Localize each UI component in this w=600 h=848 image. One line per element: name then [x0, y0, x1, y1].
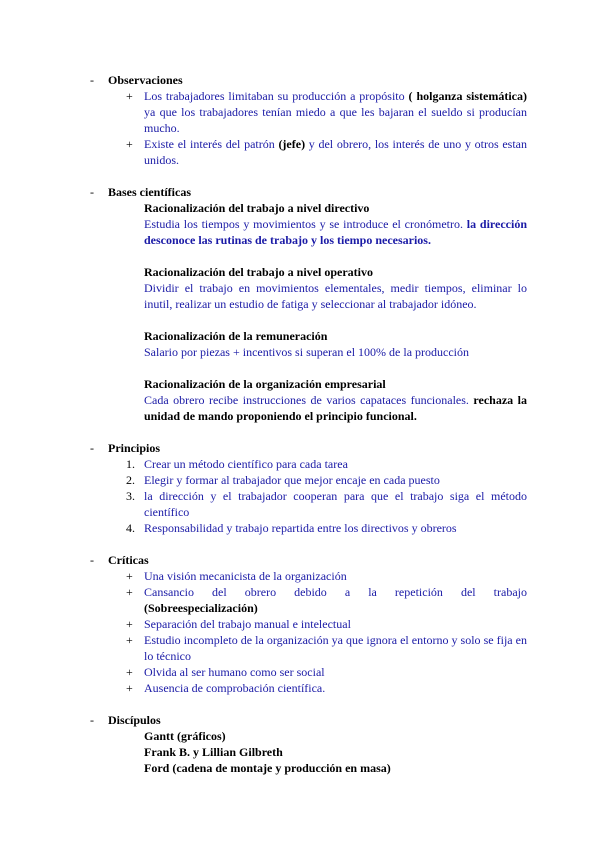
section-title: Observaciones: [108, 73, 183, 87]
bases-block: Racionalización de la organización empresarial Cada obrero recibe instrucciones de varios capataces funcionales. rechaza la unidad de mando proponiendo el principio funcional.: [0, 376, 600, 424]
block-heading: Racionalización del trabajo a nivel directivo: [144, 201, 370, 215]
list-item: + Separación del trabajo manual e intelectual: [126, 617, 351, 631]
number-marker: 4.: [126, 521, 135, 535]
bases-block: Racionalización del trabajo a nivel directivo Estudia los tiempos y movimientos y se introduce el cronómetro. la dirección desconoce las rutinas de trabajo y los tiempo necesarios.: [0, 200, 600, 248]
section-dash: -: [90, 713, 94, 727]
list-item: + Estudio incompleto de la organización ya que ignora el entorno y solo se fija en lo técnico: [126, 633, 527, 663]
section-title: Críticas: [108, 553, 149, 567]
disciple-name: Gantt (gráficos): [144, 729, 226, 743]
list-item: + Olvida al ser humano como ser social: [126, 665, 325, 679]
list-item: 3. la dirección y el trabajador cooperan para que el trabajo siga el método científico: [126, 489, 527, 519]
list-item: + Los trabajadores limitaban su producción a propósito ( holganza sistemática) ya que los trabajadores tenían miedo a que les bajaran el sueldo si producían mucho.: [126, 89, 527, 135]
section-criticas: [0, 552, 600, 696]
section-dash: -: [90, 553, 94, 567]
list-item: + Una visión mecanicista de la organización: [126, 569, 347, 583]
bases-block: Racionalización del trabajo a nivel operativo Dividir el trabajo en movimientos elementales, medir tiempos, eliminar lo inutil, realizar un estudio de fatiga y seleccionar al trabajador idóneo.: [0, 264, 600, 312]
disciple-name: Frank B. y Lillian Gilbreth: [144, 745, 283, 759]
section-dash: -: [90, 73, 94, 87]
list-item: + Ausencia de comprobación científica.: [126, 681, 326, 695]
bases-block: Racionalización de la remuneración Salario por piezas + incentivos si superan el 100% de la producción: [0, 328, 600, 360]
list-item: + Existe el interés del patrón (jefe) y del obrero, los interés de uno y otros estan unidos.: [126, 137, 527, 167]
section-title: Bases científicas: [108, 185, 191, 199]
section-dash: -: [90, 185, 94, 199]
block-heading: Racionalización del trabajo a nivel operativo: [144, 265, 373, 279]
plus-marker: +: [126, 617, 133, 631]
section-bases-cientificas: [0, 184, 600, 424]
number-marker: 2.: [126, 473, 135, 487]
list-item: 4. Responsabilidad y trabajo repartida entre los directivos y obreros: [126, 521, 457, 535]
block-heading: Racionalización de la remuneración: [144, 329, 328, 343]
disciple-name: Ford (cadena de montaje y producción en masa): [144, 761, 391, 775]
section-observaciones: [0, 72, 600, 168]
list-item: 2. Elegir y formar al trabajador que mejor encaje en cada puesto: [126, 473, 440, 487]
list-item: + Cansancio del obrero debido a la repetición del trabajo (Sobreespecialización): [126, 585, 527, 615]
plus-marker: +: [126, 633, 133, 647]
number-marker: 1.: [126, 457, 135, 471]
number-marker: 3.: [126, 489, 135, 503]
section-discipulos: [0, 712, 600, 776]
section-title: Principios: [108, 441, 161, 455]
plus-marker: +: [126, 665, 133, 679]
list-item: 1. Crear un método científico para cada tarea: [126, 457, 348, 471]
section-principios: [0, 440, 600, 536]
plus-marker: +: [126, 569, 133, 583]
block-heading: Racionalización de la organización empresarial: [144, 377, 386, 391]
plus-marker: +: [126, 89, 133, 103]
plus-marker: +: [126, 137, 133, 151]
section-dash: -: [90, 441, 94, 455]
section-title: Discípulos: [108, 713, 161, 727]
plus-marker: +: [126, 585, 133, 599]
plus-marker: +: [126, 681, 133, 695]
